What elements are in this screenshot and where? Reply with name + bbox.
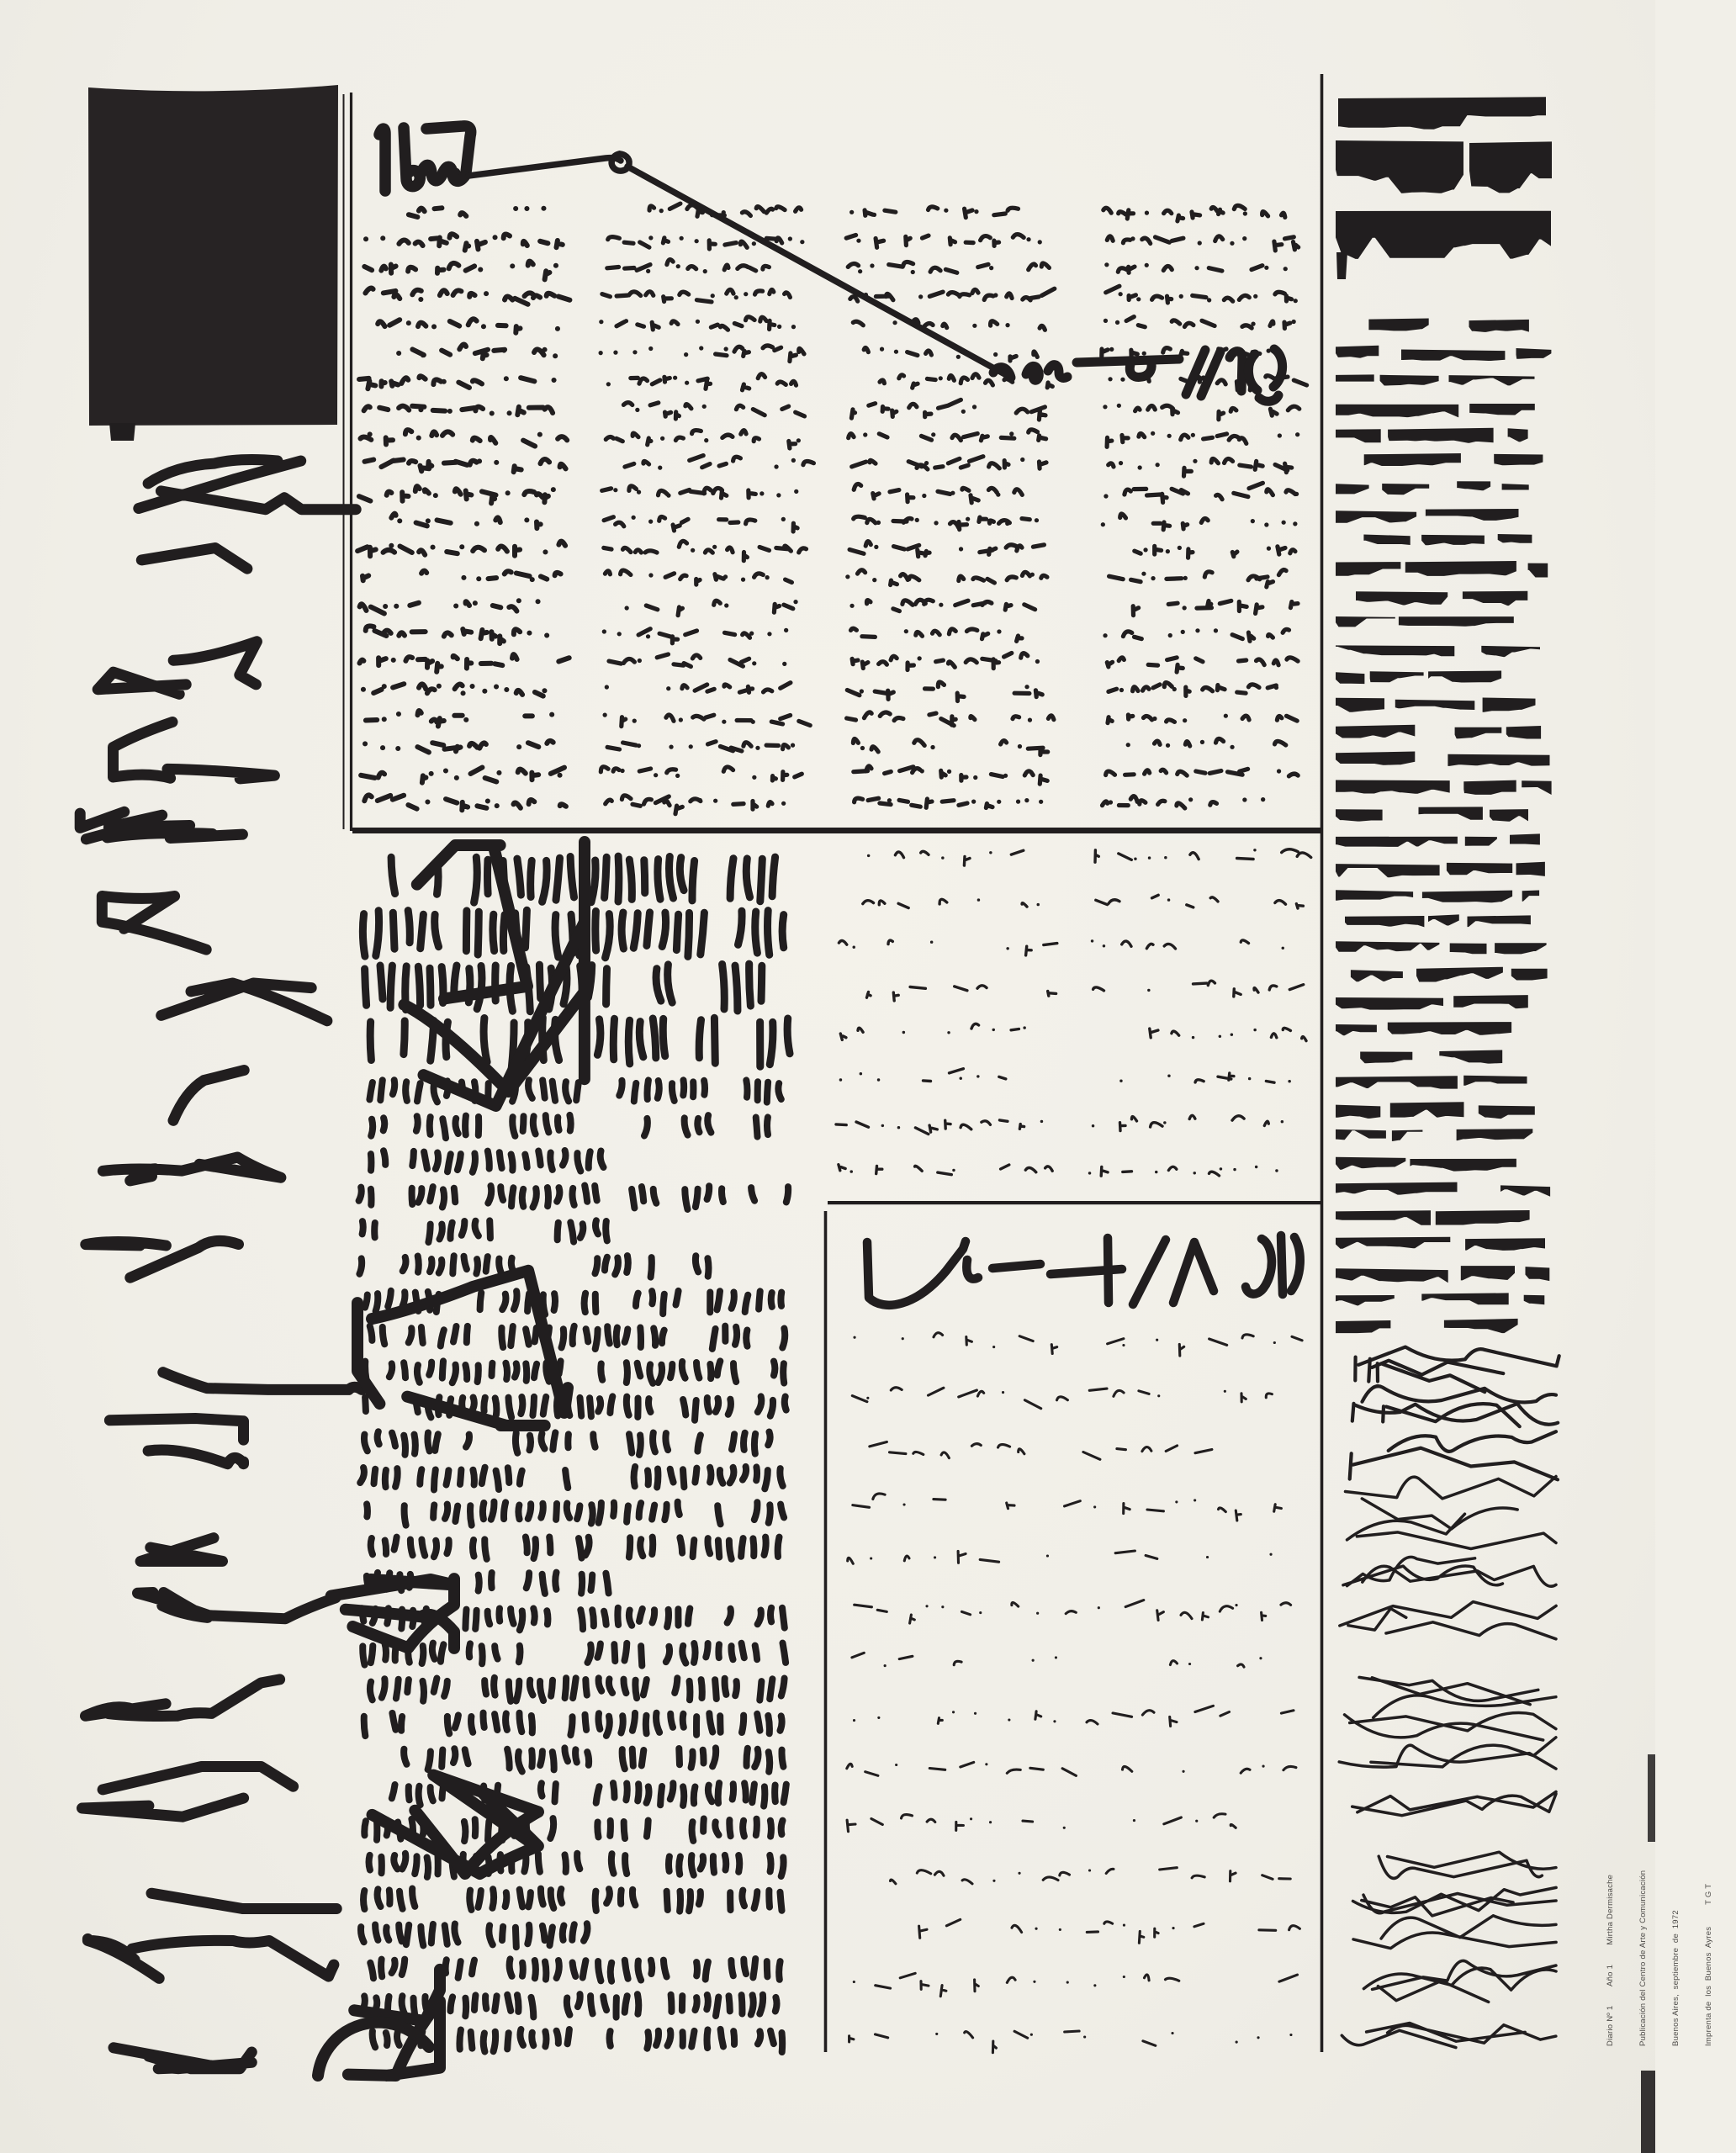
colophon-line: Imprenta de los Buenos Ayres T G T	[1704, 1883, 1713, 2046]
colophon-line: Buenos Aires, septiembre de 1972	[1671, 1910, 1680, 2046]
top-article-text	[357, 204, 1307, 814]
left-column-scribbles	[80, 460, 362, 2069]
colophon	[1583, 1842, 1713, 2046]
bottom-article-text	[847, 1333, 1302, 2053]
tally-text-column	[359, 856, 790, 2052]
colophon-line: Publicación del Centro de Arte y Comunicación	[1638, 1870, 1648, 2046]
redacted-block-column	[1336, 97, 1552, 1333]
headline-scribble	[379, 126, 471, 191]
headline-bottom-scribble	[867, 1235, 1300, 1305]
masthead-block	[88, 85, 338, 441]
colophon-line: Diario Nº 1 Año 1 Mirtha Dermisache	[1606, 1874, 1615, 2046]
mid-article-text	[836, 849, 1311, 1176]
bottom-right-scribbles	[1339, 1347, 1559, 2048]
